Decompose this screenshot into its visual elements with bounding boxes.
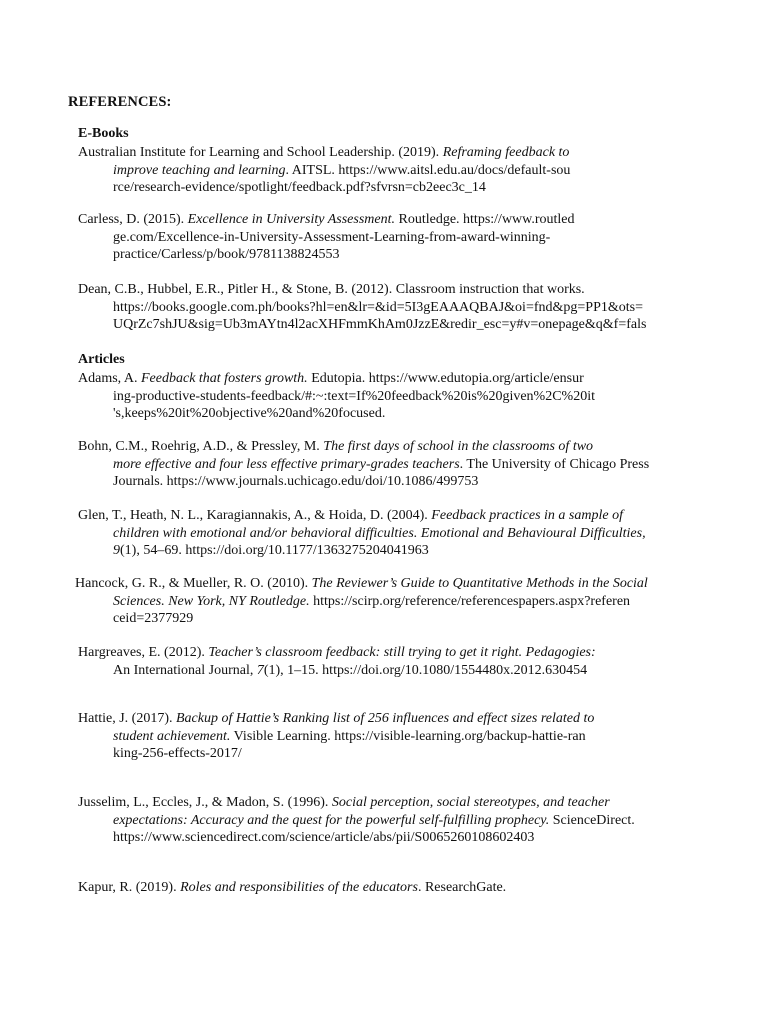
reference-entry: Hargreaves, E. (2012). Teacher’s classroom feedback: still trying to get it right. Pedagogies: An International Journal, 7(1), 1–15. https://doi.org/10.1080/1554480x.2012.630454 — [78, 645, 596, 678]
reference-entry: Australian Institute for Learning and School Leadership. (2019). Reframing feedback to improve teaching and learning. AITSL. https://www.aitsl.edu.au/docs/default-sou rce/research-evidence/spotlight/feedback.pdf?sfvrsn=cb2eec3c_14 — [78, 145, 571, 195]
reference-entry: Bohn, C.M., Roehrig, A.D., & Pressley, M. The first days of school in the classrooms of two more effective and four less effective primary-grades teachers. The University of Chicago Press Journals. https://www.journals.uchicago.edu/doi/10.1086/499753 — [78, 439, 650, 489]
reference-entry: Jusselim, L., Eccles, J., & Madon, S. (1996). Social perception, social stereotypes, and teacher expectations: Accuracy and the quest for the powerful self-fulfilling prophecy. ScienceDirect. https://www.sciencedirect.com/science/article/abs/pii/S0065260108602403 — [78, 795, 635, 845]
references-heading: REFERENCES: — [68, 94, 172, 110]
reference-entry: Dean, C.B., Hubbel, E.R., Pitler H., & Stone, B. (2012). Classroom instruction that works. https://books.google.com.ph/books?hl=en&lr=&id=5I3gEAAAQBAJ&oi=fnd&pg=PP1&ots= UQrZc7shJU&sig=Ub3mAYtn4l2acXHFmmKhAm0JzzE&redir_esc=y#v=onepage&q&f=fals — [78, 282, 647, 332]
reference-entry: Carless, D. (2015). Excellence in University Assessment. Routledge. https://www.routled ge.com/Excellence-in-University-Assessment-Learning-from-award-winning- practice/Carless/p/book/9781138824553 — [78, 212, 575, 262]
reference-entry: Hattie, J. (2017). Backup of Hattie’s Ranking list of 256 influences and effect sizes related to student achievement. Visible Learning. https://visible-learning.org/backup-hattie-ran king-256-effects-2017/ — [78, 711, 595, 761]
section-ebooks-heading: E-Books — [78, 126, 129, 141]
section-articles-heading: Articles — [78, 352, 125, 367]
reference-entry: Adams, A. Feedback that fosters growth. Edutopia. https://www.edutopia.org/article/ensur ing-productive-students-feedback/#:~:text=If%20feedback%20is%20given%2C%20it 's,keeps%20it%20objective%20and%20focused. — [78, 371, 595, 421]
reference-entry: Hancock, G. R., & Mueller, R. O. (2010). The Reviewer’s Guide to Quantitative Methods in the Social Sciences. New York, NY Routledge. https://scirp.org/reference/referencespapers.aspx?referen ceid=2377929 — [75, 576, 648, 626]
reference-entry: Glen, T., Heath, N. L., Karagiannakis, A., & Hoida, D. (2004). Feedback practices in a sample of children with emotional and/or behavioral difficulties. Emotional and Behavioural Difficulties, 9(1), 54–69. https://doi.org/10.1177/1363275204041963 — [78, 508, 646, 558]
reference-entry: Kapur, R. (2019). Roles and responsibilities of the educators. ResearchGate. — [78, 880, 507, 895]
